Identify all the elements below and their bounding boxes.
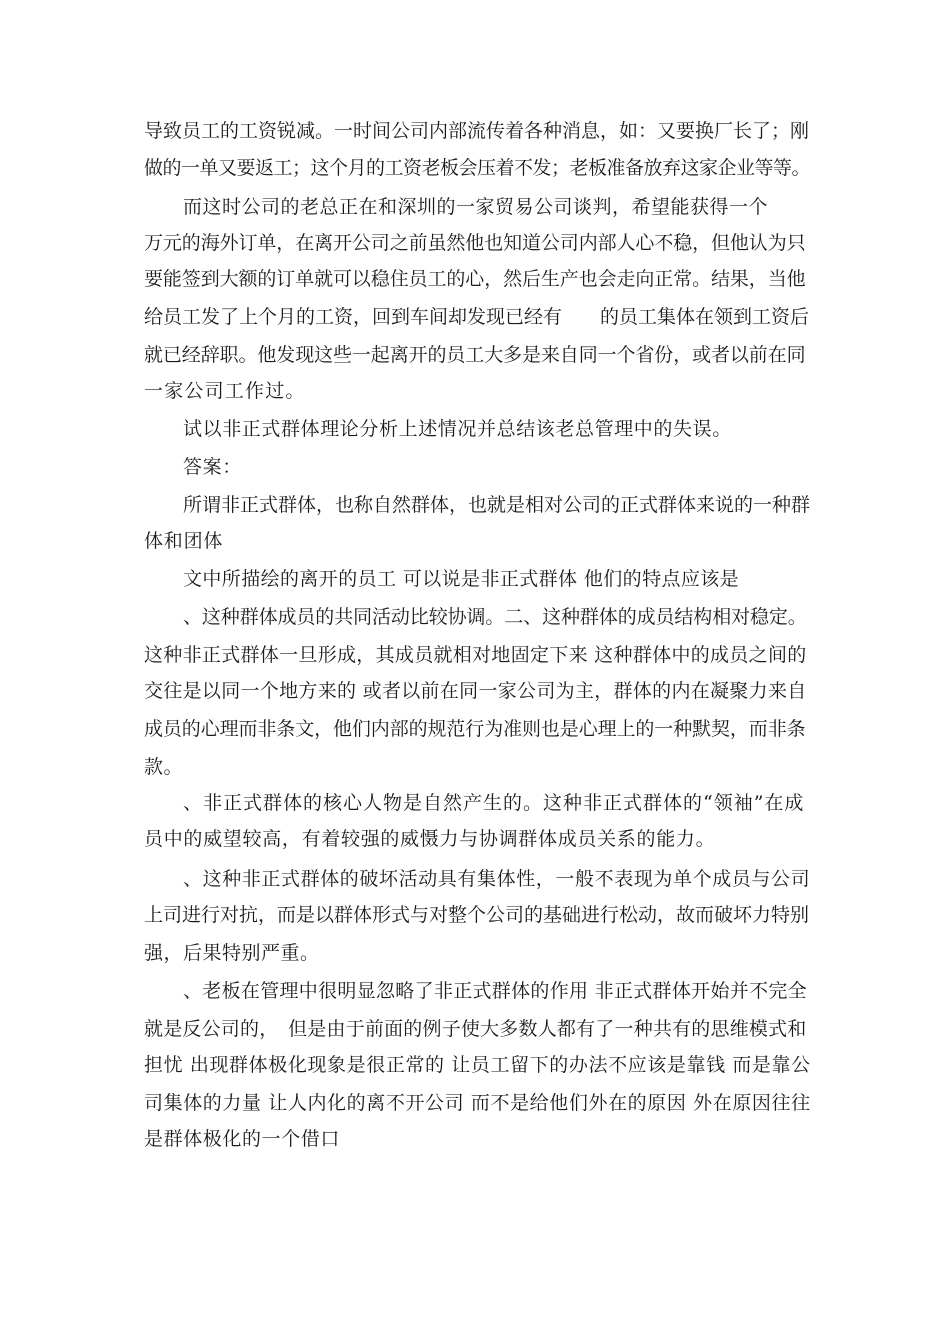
text-line: 文中所描绘的离开的员工 可以说是非正式群体 他们的特点应该是: [183, 568, 740, 590]
text-line: 是群体极化的一个借口: [144, 1128, 341, 1150]
text-line: 司集体的力量 让人内化的离不开公司 而不是给他们外在的原因 外在原因往往: [144, 1092, 811, 1114]
text-line: 就已经辞职。他发现这些一起离开的员工大多是来自同一个省份，或者以前在同: [144, 344, 806, 366]
text-line: 、非正式群体的核心人物是自然产生的。这种非正式群体的“领袖”在成: [183, 792, 805, 814]
text-line: 体和团体: [144, 530, 224, 552]
text-line: 担忧 出现群体极化现象是很正常的 让员工留下的办法不应该是靠钱 而是靠公: [144, 1054, 811, 1076]
text-line: 就是反公司的， 但是由于前面的例子使大多数人都有了一种共有的思维模式和: [144, 1018, 807, 1040]
text-line: 交往是以同一个地方来的 或者以前在同一家公司为主，群体的内在凝聚力来自: [144, 680, 807, 702]
text-line: 这种非正式群体一旦形成，其成员就相对地固定下来 这种群体中的成员之间的: [144, 644, 807, 666]
text-line: 答案：: [183, 456, 242, 478]
text-line: 而这时公司的老总正在和深圳的一家贸易公司谈判，希望能获得一个: [183, 196, 769, 218]
text-line: 导致员工的工资锐减。一时间公司内部流传着各种消息，如：又要换厂长了；刚: [144, 120, 810, 142]
text-line: 强，后果特别严重。: [144, 942, 320, 964]
text-line: 要能签到大额的订单就可以稳住员工的心，然后生产也会走向正常。结果，当他: [144, 268, 806, 290]
text-line: 员中的威望较高，有着较强的威慑力与协调群体成员关系的能力。: [144, 828, 716, 850]
text-line: 试以非正式群体理论分析上述情况并总结该老总管理中的失误。: [183, 418, 732, 440]
text-line: 成员的心理而非条文，他们内部的规范行为准则也是心理上的一种默契，而非条: [144, 718, 806, 740]
text-line: 做的一单又要返工；这个月的工资老板会压着不发；老板准备放弃这家企业等等。: [144, 157, 811, 179]
text-line: 一家公司工作过。: [144, 380, 306, 402]
text-line: 万元的海外订单，在离开公司之前虽然他也知道公司内部人心不稳，但他认为只: [144, 232, 806, 254]
text-line: 、这种非正式群体的破坏活动具有集体性，一般不表现为单个成员与公司: [183, 868, 811, 890]
text-line: 款。: [144, 756, 184, 778]
text-line: 所谓非正式群体，也称自然群体，也就是相对公司的正式群体来说的一种群: [183, 494, 811, 516]
text-line: 、老板在管理中很明显忽略了非正式群体的作用 非正式群体开始并不完全: [183, 980, 807, 1002]
text-line: 、这种群体成员的共同活动比较协调。二、这种群体的成员结构相对稳定。: [183, 606, 807, 628]
text-line: 上司进行对抗，而是以群体形式与对整个公司的基础进行松动，故而破坏力特别: [144, 904, 810, 926]
text-line: 给员工发了上个月的工资，回到车间却发现已经有 的员工集体在领到工资后: [144, 306, 810, 328]
